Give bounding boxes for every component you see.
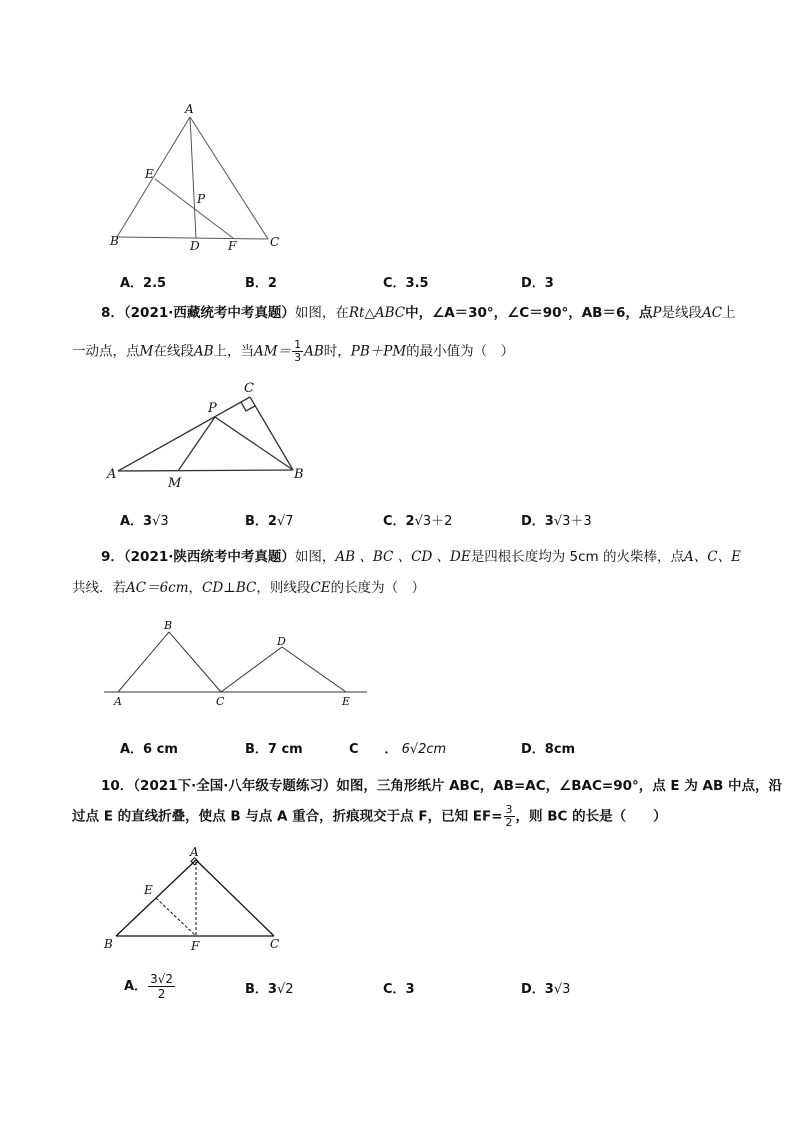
fig10-label-c: C xyxy=(270,937,280,951)
q10-number: 10． xyxy=(101,778,134,794)
fig7-label-a: A xyxy=(185,102,194,116)
q8-option-c[interactable]: C．2√3＋2 xyxy=(383,514,453,529)
q9-text: 是四根长度均为 5cm 的火柴棒，点 xyxy=(470,549,684,565)
fig8-label-a: A xyxy=(107,467,117,482)
fig9-seg-cd xyxy=(221,647,282,692)
q8-line2 xyxy=(72,339,514,364)
fig9-label-d: D xyxy=(277,635,286,648)
q8-var: AM＝ xyxy=(254,343,292,360)
q10-option-c[interactable]: C．3 xyxy=(383,982,415,997)
fig10-right-angle-mark xyxy=(191,858,198,865)
q9-text: ， xyxy=(188,580,203,596)
q8-var: P xyxy=(652,305,662,321)
q7-option-a[interactable]: A．2.5 xyxy=(120,276,167,291)
q9-points: A、C、E xyxy=(684,549,741,565)
fig8-label-b: B xyxy=(294,467,304,482)
q10-fraction: $\frac{3}{2}$ xyxy=(505,803,513,829)
fig9-seg-bc xyxy=(169,632,221,692)
q9-option-d[interactable]: D．8cm xyxy=(521,742,576,757)
q8-text: 时， xyxy=(323,343,351,360)
fig10-side-ac xyxy=(196,860,274,936)
fig8-side-ac xyxy=(118,397,250,471)
fig8-line-pb xyxy=(215,417,293,470)
fig8-label-m: M xyxy=(168,476,182,491)
fig9-label-c: C xyxy=(216,695,225,708)
fig7-label-e: E xyxy=(145,167,154,181)
q8-rt: Rt△ABC xyxy=(348,305,406,321)
fig9-label-e: E xyxy=(342,695,351,708)
fig9-label-b: B xyxy=(164,619,173,632)
fig9-seg-ab xyxy=(118,632,169,692)
q8-option-d[interactable]: D．3√3＋3 xyxy=(521,514,592,529)
q9-condition: CD⊥BC xyxy=(202,580,257,596)
q9-option-a[interactable]: A．6 cm xyxy=(120,742,178,757)
q9-text: 如图， xyxy=(294,549,336,565)
q8-text: 在线段 xyxy=(153,343,194,360)
fig10-label-b: B xyxy=(104,937,113,951)
q8-text: 中，∠A＝30°，∠C＝90°，AB＝6，点 xyxy=(405,305,653,321)
q8-text: 上，当 xyxy=(213,343,254,360)
q9-segments: AB 、BC 、CD 、DE xyxy=(335,549,471,565)
q9-text: ，则线段 xyxy=(256,580,311,596)
q9-number: 9． xyxy=(101,549,124,565)
fig7-side-bc xyxy=(117,237,268,239)
fig8-label-p: P xyxy=(208,401,217,416)
fig8-side-cb xyxy=(250,397,293,470)
q10-text: 如图，三角形纸片 ABC，AB=AC，∠BAC=90°，点 E 为 AB 中点，沿 xyxy=(336,778,782,794)
q9-text: 的长度为（ ） xyxy=(330,580,426,596)
fig7-label-c: C xyxy=(270,235,280,249)
fig10-label-e: E xyxy=(144,883,153,897)
fig7-label-f: F xyxy=(228,239,237,253)
q9-source: （2021·陕西统考中考真题） xyxy=(123,549,295,565)
q8-source: （2021·西藏统考中考真题） xyxy=(123,305,295,321)
fig10-label-f: F xyxy=(191,939,200,953)
q9-text: 共线．若 xyxy=(72,580,126,596)
q10-option-a[interactable]: A． $\frac{3√2}{2}$ xyxy=(124,972,173,1001)
q10-line2 xyxy=(72,804,667,829)
q8-text: 的最小值为（ ） xyxy=(406,343,515,360)
q10-text: ，则 BC 的长是（ ） xyxy=(515,808,667,825)
q8-line1 xyxy=(101,303,736,323)
q8-expr: PB＋PM xyxy=(350,343,407,360)
fig7-line-ef xyxy=(155,179,233,238)
q10-option-d[interactable]: D．3√3 xyxy=(521,982,571,997)
q10-text: 过点 E 的直线折叠，使点 B 与点 A 重合，折痕现交于点 F，已知 EF= xyxy=(72,808,503,825)
q8-var: M xyxy=(139,343,154,360)
q8-number: 8． xyxy=(101,305,124,321)
fig7-line-ad xyxy=(190,117,196,238)
fig8-line-pm xyxy=(178,417,215,471)
fig7-side-ac xyxy=(190,117,268,239)
fig7-side-ab xyxy=(117,117,190,237)
fig8-side-ab xyxy=(118,470,293,471)
fig8-label-c: C xyxy=(244,381,254,396)
q8-text: 如图，在 xyxy=(294,305,349,321)
q8-var: AB xyxy=(193,343,214,360)
q10-line1 xyxy=(101,776,782,796)
q8-var: AB xyxy=(304,343,324,360)
q8-text: 一动点，点 xyxy=(72,343,140,360)
q8-text: 上 xyxy=(722,305,736,321)
q8-option-b[interactable]: B．2√7 xyxy=(245,514,294,529)
q7-option-c[interactable]: C．3.5 xyxy=(383,276,429,291)
q8-fraction: $\frac{1}{3}$ xyxy=(294,338,302,364)
q8-text: 是线段 xyxy=(661,305,702,321)
fig10-label-a: A xyxy=(190,845,199,859)
fig7-label-p: P xyxy=(197,192,206,206)
q9-line2 xyxy=(72,578,425,598)
fig9-label-a: A xyxy=(114,695,122,708)
fig8-right-angle-mark xyxy=(241,402,255,411)
q9-condition: AC＝6cm xyxy=(126,580,189,596)
q10-source: （2021下·全国·八年级专题练习） xyxy=(133,778,337,794)
fig9-seg-de xyxy=(282,647,346,692)
q9-option-c[interactable]: C ． 6√2cm xyxy=(349,742,447,757)
q7-option-d[interactable]: D．3 xyxy=(521,276,554,291)
q7-option-b[interactable]: B．2 xyxy=(245,276,277,291)
fig7-label-b: B xyxy=(110,234,119,248)
fig10-fold-ef xyxy=(156,898,196,936)
fig10-side-ab xyxy=(116,860,196,936)
q9-line1 xyxy=(101,547,741,567)
q8-var: AC xyxy=(701,305,723,321)
fig7-label-d: D xyxy=(190,239,200,253)
q9-option-b[interactable]: B．7 cm xyxy=(245,742,303,757)
q9-var: CE xyxy=(310,580,331,596)
q8-option-a[interactable]: A．3√3 xyxy=(120,514,169,529)
q10-option-b[interactable]: B．3√2 xyxy=(245,982,294,997)
